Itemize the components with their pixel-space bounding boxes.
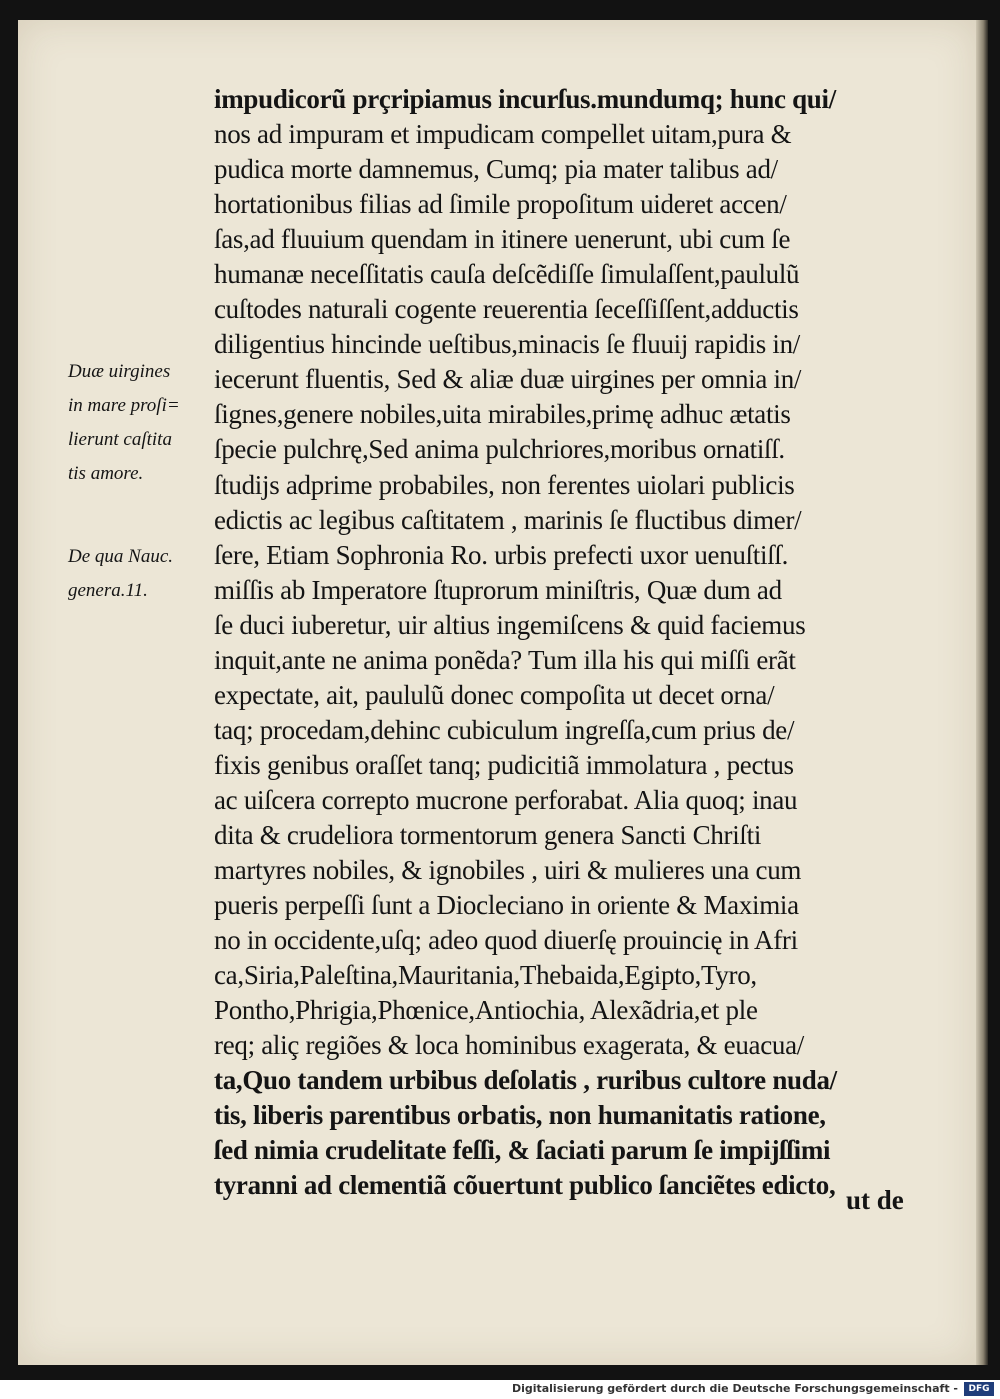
text-line: expectate, ait, paululũ donec compoſita ut decet orna/ [214, 679, 775, 710]
margin-note-reference [68, 540, 228, 608]
text-line: ac uiſcera correpto mucrone perforabat. Alia quoq; inau [214, 784, 798, 815]
text-line: ſe duci iuberetur, uir altius ingemiſcens & quid faciemus [214, 609, 806, 640]
text-line: ta,Quo tandem urbibus deſolatis , ruribus cultore nuda/ [214, 1065, 837, 1096]
text-line: pueris perpeſſi ſunt a Diocleciano in oriente & Maximia [214, 890, 799, 921]
margin-note-line: Duæ uirgines [68, 361, 171, 382]
text-line: nos ad impuram et impudicam compellet uitam,pura & [214, 119, 792, 150]
margin-note-virgins [68, 355, 228, 491]
text-line: tis, liberis parentibus orbatis, non humanitatis ratione, [214, 1100, 826, 1131]
text-line: edictis ac legibus caſtitatem , marinis ſe fluctibus dimer/ [214, 504, 802, 535]
catchword: ut de [846, 1185, 904, 1215]
text-line: tyranni ad clementiã cõuertunt publico ſanciẽtes edicto, [214, 1170, 836, 1201]
text-line: pudica morte damnemus, Cumq; pia mater talibus ad/ [214, 154, 778, 185]
text-line: iecerunt fluentis, Sed & aliæ duæ uirgines per omnia in/ [214, 364, 802, 395]
text-line: no in occidente,uſq; adeo quod diuerſę prouincię in Afri [214, 925, 798, 956]
text-line: fixis genibus oraſſet tanq; pudicitiã immolatura , pectus [214, 749, 794, 780]
text-line: diligentius hincinde ueſtibus,minacis ſe fluuij rapidis in/ [214, 329, 800, 360]
book-page [18, 20, 976, 1365]
text-line: Pontho,Phrigia,Phœnice,Antiochia, Alexãdria,et ple [214, 995, 758, 1026]
text-line: humanæ neceſſitatis cauſa deſcẽdiſſe ſimulaſſent,paululũ [214, 259, 800, 290]
text-line: miſſis ab Imperatore ſtuprorum miniſtris, Quæ dum ad [214, 574, 782, 605]
text-line: ca,Siria,Paleſtina,Mauritania,Thebaida,Egipto,Tyro, [214, 960, 757, 991]
margin-note-line: tis amore. [68, 463, 144, 484]
text-line: req; aliç regiões & loca hominibus exagerata, & euacua/ [214, 1030, 804, 1061]
text-line: taq; procedam,dehinc cubiculum ingreſſa,cum prius de/ [214, 714, 795, 745]
text-line: cuſtodes naturali cogente reuerentia ſeceſſiſſent,adductis [214, 294, 799, 325]
dfg-logo-icon: DFG [964, 1382, 994, 1396]
margin-note-line: De qua Nauc. [68, 546, 174, 567]
main-text-block [214, 82, 914, 1204]
digitization-footer [0, 1380, 1000, 1399]
margin-note-line: in mare proſi= [68, 395, 180, 416]
text-line: ſpecie pulchrę,Sed anima pulchriores,moribus ornatiſſ. [214, 434, 785, 465]
text-line: dita & crudeliora tormentorum genera Sancti Chriſti [214, 819, 762, 850]
text-line: hortationibus filias ad ſimile propoſitum uideret accen/ [214, 189, 787, 220]
funding-credit: Digitalisierung gefördert durch die Deutsche Forschungsgemeinschaft - [511, 1382, 958, 1395]
margin-note-line: lierunt caſtita [68, 429, 172, 450]
text-line: ſed nimia crudelitate feſſi, & ſaciati parum ſe impijſſimi [214, 1135, 831, 1166]
text-line: martyres nobiles, & ignobiles , uiri & mulieres una cum [214, 855, 802, 886]
text-line: ſtudijs adprime probabiles, non ferentes uiolari publicis [214, 469, 795, 500]
text-line: impudicorũ prçripiamus incurſus.mundumq; hunc qui/ [214, 84, 836, 114]
text-line: ſas,ad fluuium quendam in itinere uenerunt, ubi cum ſe [214, 224, 791, 255]
text-line: ſere, Etiam Sophronia Ro. urbis prefecti uxor uenuſtiſſ. [214, 539, 789, 570]
text-line: inquit,ante ne anima ponẽda? Tum illa his qui miſſi erãt [214, 644, 796, 675]
margin-note-line: genera.11. [68, 580, 148, 601]
text-line: ſignes,genere nobiles,uita mirabiles,primę adhuc ætatis [214, 399, 791, 430]
page-gutter [976, 20, 988, 1365]
